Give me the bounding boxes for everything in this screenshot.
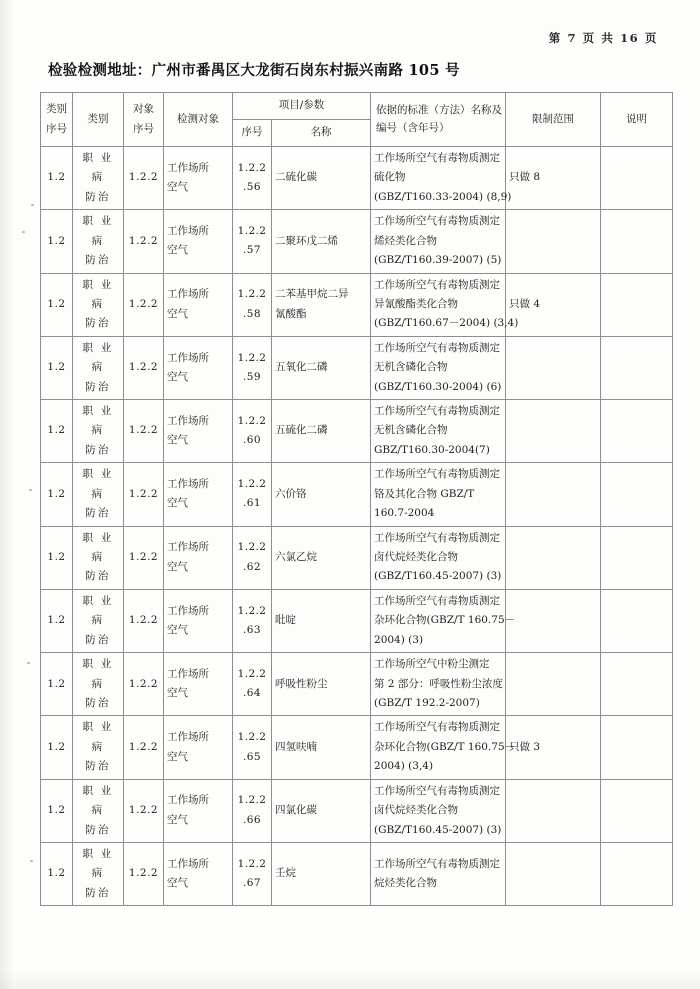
cell-item-no-line: .67 xyxy=(243,877,261,890)
cell-standard xyxy=(371,779,506,842)
cell-remark xyxy=(601,147,673,210)
cell-item-no-line: .66 xyxy=(243,813,261,826)
header-object-no-line2: 序号 xyxy=(133,122,154,135)
header-category-no xyxy=(41,93,73,147)
cell-standard-line: 工作场所空气有毒物质测定 xyxy=(374,152,501,164)
cell-item-name xyxy=(272,147,371,210)
cell-item-no xyxy=(233,336,272,399)
table-row xyxy=(41,589,673,652)
cell-item-no-line: .63 xyxy=(243,623,261,636)
cell-item-no xyxy=(233,273,272,336)
cell-standard-line: 工作场所空气有毒物质测定 xyxy=(374,531,501,544)
cell-item-name-line: 六价铬 xyxy=(275,487,307,500)
header-item-group: 项目/参数 xyxy=(233,93,371,120)
cell-item-name-line: 二硫化碳 xyxy=(275,171,317,184)
header-category-no-line2: 序号 xyxy=(46,122,67,135)
cell-category-line: 职 业 病 xyxy=(82,531,114,564)
cell-standard xyxy=(371,273,519,336)
cell-object-line: 空气 xyxy=(167,623,188,636)
cell-category-line: 防治 xyxy=(85,190,111,203)
cell-object-line: 工作场所 xyxy=(167,288,209,301)
cell-object-no: 1.2.2 xyxy=(124,400,164,463)
cell-item-no xyxy=(233,526,272,589)
cell-object-line: 空气 xyxy=(167,687,188,700)
cell-object-line: 空气 xyxy=(167,877,188,890)
cell-category-no: 1.2 xyxy=(41,147,73,210)
cell-category-line: 职 业 病 xyxy=(82,847,114,880)
header-standard-line1: 依据的标准（方法）名称及 xyxy=(376,103,503,116)
cell-item-no-line: .62 xyxy=(243,560,261,573)
cell-standard-line: 工作场所空气有毒物质测定 xyxy=(374,215,501,228)
cell-standard-line: 卤代烷烃类化合物 xyxy=(374,804,459,817)
cell-item-no-line: 1.2.2 xyxy=(237,161,267,174)
cell-standard xyxy=(371,463,506,526)
cell-category xyxy=(73,273,124,336)
cell-object-no: 1.2.2 xyxy=(124,526,164,589)
table-row xyxy=(41,526,673,589)
cell-category-no: 1.2 xyxy=(41,779,73,842)
cell-standard xyxy=(371,336,506,399)
cell-item-name-line: 二苯基甲烷二异 xyxy=(275,288,349,301)
cell-item-name xyxy=(272,589,371,652)
cell-object-line: 工作场所 xyxy=(167,541,209,554)
cell-standard-line: (GBZ/T160.45-2007) (3) xyxy=(374,570,502,583)
cell-object xyxy=(164,210,233,273)
cell-category-no: 1.2 xyxy=(41,589,73,652)
cell-remark xyxy=(601,336,673,399)
cell-standard xyxy=(371,653,506,716)
cell-item-name-line: 二聚环戊二烯 xyxy=(275,234,338,247)
cell-category-line: 防治 xyxy=(85,254,111,267)
cell-category-line: 职 业 病 xyxy=(82,468,114,500)
cell-object-line: 工作场所 xyxy=(167,667,209,680)
table-body xyxy=(41,147,673,906)
cell-object-line: 空气 xyxy=(167,434,188,447)
cell-standard-line: 卤代烷烃类化合物 xyxy=(374,551,459,564)
cell-standard-line: 工作场所空气有毒物质测定 xyxy=(374,857,501,870)
cell-category-line: 职 业 病 xyxy=(82,784,114,817)
cell-standard xyxy=(371,589,516,652)
cell-standard-line: (GBZ/T160.39-2007) (5) xyxy=(374,254,502,267)
cell-item-name-line: 四氢呋喃 xyxy=(275,740,317,753)
cell-item-no-line: 1.2.2 xyxy=(237,351,267,364)
cell-standard-line: 工作场所空气有毒物质测定 xyxy=(374,405,501,418)
cell-standard-line: 铬及其化合物 GBZ/T xyxy=(374,487,475,500)
cell-object-line: 工作场所 xyxy=(167,224,209,237)
cell-object xyxy=(164,589,233,652)
cell-limit-range xyxy=(506,400,601,463)
cell-standard-line: 杂环化合物(GBZ/T 160.75－ xyxy=(374,740,516,753)
cell-object xyxy=(164,653,233,716)
cell-item-no-line: 1.2.2 xyxy=(237,478,267,491)
cell-standard-line: 无机含磷化合物 xyxy=(374,361,448,374)
cell-standard-line: (GBZ/T 192.2-2007) xyxy=(374,696,480,709)
cell-item-no-line: 1.2.2 xyxy=(237,414,267,427)
page-number: 第 7 页 共 16 页 xyxy=(548,31,658,45)
header-standard-line2: 编号（含年号） xyxy=(376,121,450,134)
inspection-address: 检验检测地址：广州市番禺区大龙街石岗东村振兴南路 105 号 xyxy=(48,62,460,79)
cell-category-no: 1.2 xyxy=(41,273,73,336)
cell-category-no: 1.2 xyxy=(41,716,73,779)
header-limit-range: 限制范围 xyxy=(506,93,601,147)
cell-standard-line: (GBZ/T160.45-2007) (3) xyxy=(374,823,502,836)
cell-category xyxy=(73,842,124,905)
cell-category-line: 防治 xyxy=(85,760,111,773)
cell-item-no-line: 1.2.2 xyxy=(237,667,267,680)
cell-limit-range: 只做 8 xyxy=(506,147,601,210)
header-object-no-line1: 对象 xyxy=(133,103,154,116)
cell-object-line: 工作场所 xyxy=(167,161,209,174)
header-category-no-line1: 类别 xyxy=(46,103,67,116)
cell-category-line: 防治 xyxy=(85,380,111,393)
cell-category-line: 职 业 病 xyxy=(82,405,114,437)
header-object: 检测对象 xyxy=(164,93,233,147)
cell-limit-range: 只做 3 xyxy=(506,716,601,779)
cell-standard-line: 2004) (3,4) xyxy=(374,760,434,773)
cell-standard-line: (GBZ/T160.67－2004) (3,4) xyxy=(374,317,519,330)
cell-object-no: 1.2.2 xyxy=(124,210,164,273)
cell-category-line: 防治 xyxy=(85,886,111,899)
cell-category-line: 防治 xyxy=(85,507,111,520)
cell-standard-line: 烯烃类化合物 xyxy=(374,234,438,247)
header-category: 类别 xyxy=(73,93,124,147)
cell-limit-range xyxy=(506,842,601,905)
cell-category-line: 防治 xyxy=(85,633,111,646)
cell-item-name xyxy=(272,210,371,273)
table-row xyxy=(41,779,673,842)
cell-item-name-line: 壬烷 xyxy=(275,867,296,880)
cell-object xyxy=(164,400,233,463)
cell-limit-range xyxy=(506,589,601,652)
cell-item-no xyxy=(233,842,272,905)
cell-category-line: 职 业 病 xyxy=(82,152,114,184)
cell-item-no-line: 1.2.2 xyxy=(237,604,267,617)
cell-object-line: 空气 xyxy=(167,244,188,257)
cell-object-line: 空气 xyxy=(167,560,188,573)
cell-remark xyxy=(601,779,673,842)
cell-object-line: 工作场所 xyxy=(167,414,209,427)
scan-edge-shadow xyxy=(0,0,14,989)
cell-object-line: 空气 xyxy=(167,307,188,320)
cell-item-no-line: .61 xyxy=(243,497,261,510)
table-row xyxy=(41,842,673,905)
cell-object xyxy=(164,526,233,589)
cell-object xyxy=(164,147,233,210)
cell-object xyxy=(164,842,233,905)
cell-limit-range xyxy=(506,653,601,716)
cell-item-no-line: 1.2.2 xyxy=(237,224,267,237)
cell-item-no xyxy=(233,653,272,716)
cell-item-name xyxy=(272,463,371,526)
cell-item-no-line: .59 xyxy=(243,370,261,383)
cell-object xyxy=(164,336,233,399)
table-row xyxy=(41,400,673,463)
table-row xyxy=(41,147,673,210)
cell-item-no-line: .58 xyxy=(243,307,261,320)
table-row xyxy=(41,273,673,336)
cell-category-line: 职 业 病 xyxy=(82,721,114,753)
header-standard xyxy=(371,93,506,147)
scan-artifact xyxy=(30,860,33,862)
cell-limit-range xyxy=(506,779,601,842)
cell-item-name xyxy=(272,273,371,336)
cell-item-no xyxy=(233,589,272,652)
cell-standard xyxy=(371,400,506,463)
cell-item-no xyxy=(233,463,272,526)
cell-limit-range xyxy=(506,526,601,589)
cell-object xyxy=(164,463,233,526)
cell-limit-range xyxy=(506,336,601,399)
cell-object-line: 工作场所 xyxy=(167,794,209,807)
cell-object-line: 空气 xyxy=(167,750,188,763)
cell-standard-line: 工作场所空气有毒物质测定 xyxy=(374,341,501,354)
cell-category xyxy=(73,336,124,399)
header-object-no xyxy=(124,93,164,147)
cell-category-line: 防治 xyxy=(85,570,111,583)
cell-object-line: 工作场所 xyxy=(167,731,209,744)
scan-artifact xyxy=(27,662,30,664)
cell-limit-range xyxy=(506,210,601,273)
header-item-no: 序号 xyxy=(233,120,272,147)
cell-category-line: 防治 xyxy=(85,443,111,456)
table-row xyxy=(41,653,673,716)
cell-item-name xyxy=(272,526,371,589)
cell-standard-line: 烷烃类化合物 xyxy=(374,877,438,890)
cell-remark xyxy=(601,526,673,589)
table-row xyxy=(41,716,673,779)
cell-item-no-line: 1.2.2 xyxy=(237,794,267,807)
cell-remark xyxy=(601,653,673,716)
cell-standard-line: GBZ/T160.30-2004(7) xyxy=(374,443,490,456)
cell-remark xyxy=(601,716,673,779)
cell-object xyxy=(164,273,233,336)
cell-category-no: 1.2 xyxy=(41,210,73,273)
cell-category-line: 防治 xyxy=(85,823,111,836)
cell-item-name xyxy=(272,653,371,716)
scan-bottom-shadow xyxy=(0,971,700,989)
cell-object-line: 空气 xyxy=(167,181,188,194)
cell-item-name xyxy=(272,842,371,905)
cell-item-name-line: 吡啶 xyxy=(275,614,296,627)
cell-item-no xyxy=(233,716,272,779)
cell-standard-line: 2004) (3) xyxy=(374,633,424,646)
cell-category-line: 防治 xyxy=(85,696,111,709)
cell-standard-line: 硫化物 xyxy=(374,171,406,184)
cell-standard-line: 工作场所空气有毒物质测定 xyxy=(374,278,501,291)
cell-remark xyxy=(601,589,673,652)
cell-category xyxy=(73,716,124,779)
cell-object-line: 工作场所 xyxy=(167,857,209,870)
cell-standard-line: 工作场所空气中粉尘测定 xyxy=(374,658,490,671)
cell-category xyxy=(73,526,124,589)
cell-object-line: 空气 xyxy=(167,370,188,383)
cell-object-no: 1.2.2 xyxy=(124,147,164,210)
table-header xyxy=(41,93,673,147)
cell-category xyxy=(73,589,124,652)
cell-object-line: 工作场所 xyxy=(167,351,209,364)
scan-artifact xyxy=(22,231,25,233)
cell-item-no xyxy=(233,779,272,842)
cell-standard xyxy=(371,716,516,779)
cell-standard-line: 异氰酸酯类化合物 xyxy=(374,297,459,310)
cell-item-no-line: .60 xyxy=(243,434,261,447)
cell-item-no xyxy=(233,147,272,210)
cell-standard-line: 无机含磷化合物 xyxy=(374,424,448,437)
cell-item-no-line: 1.2.2 xyxy=(237,541,267,554)
header-remark: 说明 xyxy=(601,93,673,147)
cell-item-no-line: .64 xyxy=(243,687,261,700)
cell-item-no-line: 1.2.2 xyxy=(237,857,267,870)
cell-object-line: 空气 xyxy=(167,497,188,510)
cell-object-no: 1.2.2 xyxy=(124,589,164,652)
header-item-name: 名称 xyxy=(272,120,371,147)
scan-artifact xyxy=(31,204,34,206)
cell-category-no: 1.2 xyxy=(41,400,73,463)
cell-item-no-line: 1.2.2 xyxy=(237,731,267,744)
cell-category xyxy=(73,210,124,273)
cell-standard xyxy=(371,210,506,273)
cell-item-no-line: .56 xyxy=(243,181,261,194)
cell-object-no: 1.2.2 xyxy=(124,653,164,716)
cell-object-no: 1.2.2 xyxy=(124,779,164,842)
cell-category-line: 职 业 病 xyxy=(82,594,114,627)
cell-category-no: 1.2 xyxy=(41,463,73,526)
table-row xyxy=(41,210,673,273)
certificate-scope-table xyxy=(40,92,673,906)
cell-category-line: 职 业 病 xyxy=(82,658,114,690)
cell-item-no-line: .57 xyxy=(243,244,261,257)
certificate-scope-table-wrapper xyxy=(40,92,672,906)
cell-standard xyxy=(371,147,512,210)
table-row xyxy=(41,336,673,399)
cell-item-name-line: 氰酸酯 xyxy=(275,307,307,320)
cell-category xyxy=(73,147,124,210)
table-row xyxy=(41,463,673,526)
cell-item-no xyxy=(233,400,272,463)
cell-item-name xyxy=(272,779,371,842)
cell-remark xyxy=(601,463,673,526)
cell-standard-line: 160.7-2004 xyxy=(374,507,435,520)
cell-object-no: 1.2.2 xyxy=(124,716,164,779)
cell-category xyxy=(73,400,124,463)
cell-standard-line: (GBZ/T160.30-2004) (6) xyxy=(374,380,502,393)
cell-category-no: 1.2 xyxy=(41,842,73,905)
cell-standard-line: 工作场所空气有毒物质测定 xyxy=(374,468,501,481)
cell-limit-range xyxy=(506,463,601,526)
cell-remark xyxy=(601,400,673,463)
cell-item-name-line: 六氯乙烷 xyxy=(275,551,317,564)
cell-object xyxy=(164,779,233,842)
cell-limit-range: 只做 4 xyxy=(506,273,601,336)
cell-category-line: 职 业 病 xyxy=(82,341,114,374)
cell-object-no: 1.2.2 xyxy=(124,336,164,399)
cell-remark xyxy=(601,210,673,273)
cell-category-line: 职 业 病 xyxy=(82,215,114,247)
cell-category-no: 1.2 xyxy=(41,653,73,716)
cell-item-name-line: 呼吸性粉尘 xyxy=(275,677,328,690)
cell-object-no: 1.2.2 xyxy=(124,273,164,336)
cell-object xyxy=(164,716,233,779)
cell-standard-line: 杂环化合物(GBZ/T 160.75－ xyxy=(374,614,516,627)
cell-item-no-line: .65 xyxy=(243,750,261,763)
header-row-top xyxy=(41,93,673,120)
cell-item-name xyxy=(272,336,371,399)
cell-category xyxy=(73,463,124,526)
cell-item-name-line: 四氯化碳 xyxy=(275,804,317,817)
cell-item-name xyxy=(272,716,371,779)
cell-object-no: 1.2.2 xyxy=(124,842,164,905)
cell-object-line: 空气 xyxy=(167,813,188,826)
cell-standard-line: 第 2 部分：呼吸性粉尘浓度 xyxy=(374,677,503,690)
cell-standard xyxy=(371,842,506,905)
cell-standard-line: 工作场所空气有毒物质测定 xyxy=(374,784,501,797)
cell-category xyxy=(73,653,124,716)
cell-standard xyxy=(371,526,506,589)
cell-object-no: 1.2.2 xyxy=(124,463,164,526)
cell-item-name xyxy=(272,400,371,463)
cell-remark xyxy=(601,842,673,905)
cell-object-line: 工作场所 xyxy=(167,604,209,617)
cell-category xyxy=(73,779,124,842)
cell-item-no xyxy=(233,210,272,273)
cell-item-no-line: 1.2.2 xyxy=(237,288,267,301)
cell-category-no: 1.2 xyxy=(41,526,73,589)
cell-item-name-line: 五氧化二磷 xyxy=(275,361,328,374)
cell-standard-line: 工作场所空气有毒物质测定 xyxy=(374,594,501,607)
cell-standard-line: (GBZ/T160.33-2004) (8,9) xyxy=(374,190,512,203)
cell-category-line: 职 业 病 xyxy=(82,278,114,310)
cell-object-line: 工作场所 xyxy=(167,478,209,491)
scan-artifact xyxy=(29,489,32,491)
cell-item-name-line: 五硫化二磷 xyxy=(275,424,328,437)
cell-category-line: 防治 xyxy=(85,317,111,330)
cell-category-no: 1.2 xyxy=(41,336,73,399)
cell-standard-line: 工作场所空气有毒物质测定 xyxy=(374,721,501,734)
cell-remark xyxy=(601,273,673,336)
